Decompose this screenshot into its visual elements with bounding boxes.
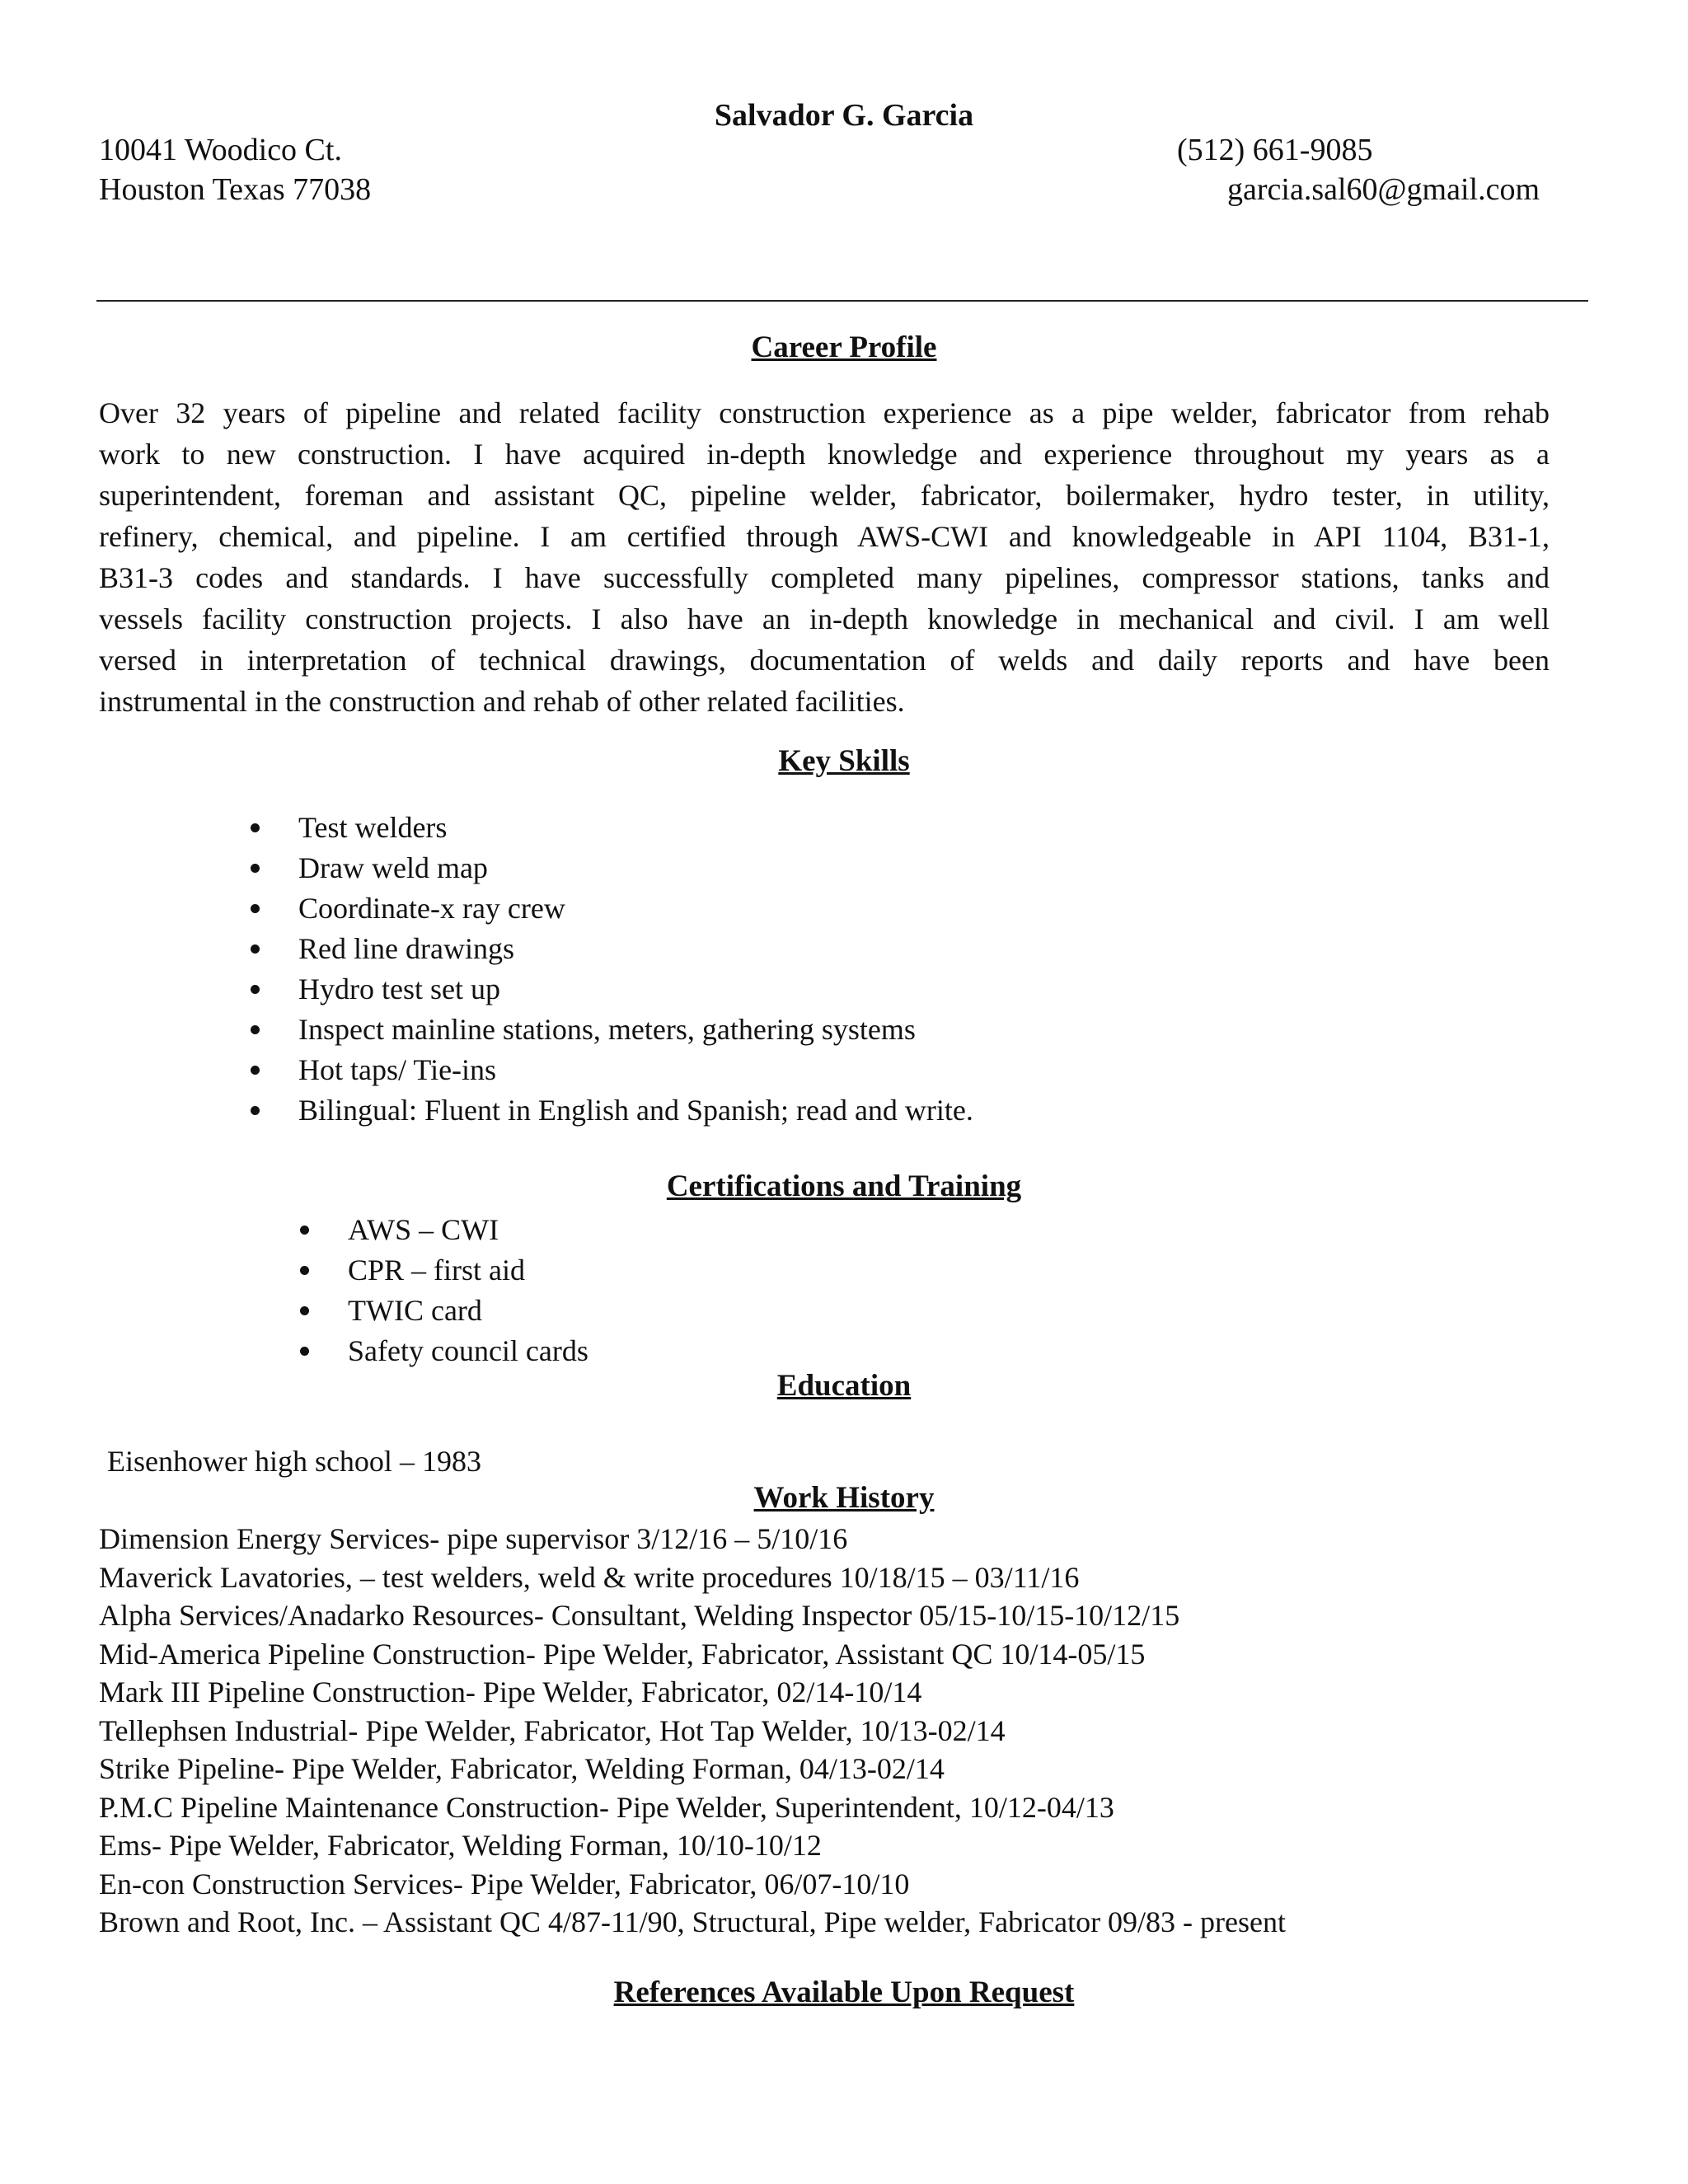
bullet-icon bbox=[251, 985, 260, 994]
education-heading: Education bbox=[776, 1369, 912, 1403]
list-item: Tellephsen Industrial- Pipe Welder, Fabricator, Hot Tap Welder, 10/13-02/14 bbox=[99, 1713, 1006, 1747]
list-item: Alpha Services/Anadarko Resources- Consultant, Welding Inspector 05/15-10/15-10/12/15 bbox=[99, 1599, 1180, 1632]
profile-line: work to new construction. I have acquired in-depth knowledge and experience throughout my years as a bbox=[99, 438, 1550, 471]
skill-text: Hydro test set up bbox=[298, 972, 500, 1005]
bullet-icon bbox=[251, 864, 260, 873]
certification-text: TWIC card bbox=[348, 1294, 482, 1327]
list-item: Strike Pipeline- Pipe Welder, Fabricator, Welding Forman, 04/13-02/14 bbox=[99, 1752, 945, 1785]
list-item bbox=[298, 1050, 973, 1090]
references-note: References Available Upon Request bbox=[613, 1975, 1075, 2009]
bullet-icon bbox=[300, 1347, 309, 1356]
bullet-icon bbox=[251, 823, 260, 832]
skill-text: Hot taps/ Tie-ins bbox=[298, 1053, 497, 1086]
profile-line: Over 32 years of pipeline and related facility construction experience as a pipe welder, fabricator from rehab bbox=[99, 396, 1550, 429]
list-item: Mark III Pipeline Construction- Pipe Welder, Fabricator, 02/14-10/14 bbox=[99, 1675, 922, 1708]
bullet-icon bbox=[300, 1226, 309, 1235]
skill-text: Coordinate-x ray crew bbox=[298, 892, 565, 925]
applicant-name: Salvador G. Garcia bbox=[714, 98, 974, 133]
key-skills-list bbox=[298, 808, 973, 1131]
list-item bbox=[298, 1090, 973, 1131]
address-line-2: Houston Texas 77038 bbox=[99, 172, 372, 207]
list-item: Mid-America Pipeline Construction- Pipe Welder, Fabricator, Assistant QC 10/14-05/15 bbox=[99, 1637, 1146, 1671]
bullet-icon bbox=[300, 1266, 309, 1275]
list-item bbox=[348, 1331, 588, 1371]
list-item: Maverick Lavatories, – test welders, weld & write procedures 10/18/15 – 03/11/16 bbox=[99, 1560, 1080, 1594]
bullet-icon bbox=[251, 904, 260, 913]
bullet-icon bbox=[300, 1306, 309, 1315]
skill-text: Bilingual: Fluent in English and Spanish; read and write. bbox=[298, 1094, 973, 1127]
work-history-list bbox=[99, 1520, 1286, 1942]
profile-line: versed in interpretation of technical drawings, documentation of welds and daily reports and have been bbox=[99, 644, 1550, 677]
profile-line: superintendent, foreman and assistant QC, pipeline welder, fabricator, boilermaker, hydro tester, in utility, bbox=[99, 479, 1550, 512]
list-item bbox=[348, 1291, 588, 1331]
certifications-list bbox=[348, 1210, 588, 1371]
list-item bbox=[298, 969, 973, 1010]
profile-line: B31-3 codes and standards. I have successfully completed many pipelines, compressor stations, tanks and bbox=[99, 561, 1550, 594]
education-entry: Eisenhower high school – 1983 bbox=[107, 1445, 481, 1478]
list-item bbox=[298, 1010, 973, 1050]
career-profile-heading: Career Profile bbox=[751, 330, 937, 364]
email-address: garcia.sal60@gmail.com bbox=[1227, 172, 1540, 207]
list-item: P.M.C Pipeline Maintenance Construction- Pipe Welder, Superintendent, 10/12-04/13 bbox=[99, 1790, 1114, 1824]
bullet-icon bbox=[251, 944, 260, 954]
skill-text: Inspect mainline stations, meters, gathering systems bbox=[298, 1013, 916, 1046]
profile-line: vessels facility construction projects. I also have an in-depth knowledge in mechanical and civil. I am well bbox=[99, 602, 1550, 635]
work-history-heading: Work History bbox=[753, 1481, 935, 1515]
certification-text: AWS – CWI bbox=[348, 1213, 499, 1246]
bullet-icon bbox=[251, 1106, 260, 1115]
certification-text: Safety council cards bbox=[348, 1334, 588, 1367]
list-item bbox=[348, 1250, 588, 1291]
list-item: Dimension Energy Services- pipe supervisor 3/12/16 – 5/10/16 bbox=[99, 1522, 848, 1555]
key-skills-heading: Key Skills bbox=[778, 744, 910, 778]
certification-text: CPR – first aid bbox=[348, 1254, 526, 1286]
profile-line: refinery, chemical, and pipeline. I am certified through AWS-CWI and knowledgeable in API 1104, B31-1, bbox=[99, 520, 1550, 553]
list-item: Ems- Pipe Welder, Fabricator, Welding Forman, 10/10-10/12 bbox=[99, 1829, 822, 1862]
list-item: Brown and Root, Inc. – Assistant QC 4/87-11/90, Structural, Pipe welder, Fabricator 09/83 - present bbox=[99, 1905, 1286, 1938]
list-item bbox=[298, 888, 973, 929]
skill-text: Draw weld map bbox=[298, 851, 488, 884]
phone-number: (512) 661-9085 bbox=[1177, 133, 1373, 167]
bullet-icon bbox=[251, 1066, 260, 1075]
skill-text: Red line drawings bbox=[298, 932, 514, 965]
header-divider bbox=[96, 300, 1588, 302]
address-line-1: 10041 Woodico Ct. bbox=[99, 133, 342, 167]
list-item bbox=[298, 808, 973, 848]
career-profile-paragraph bbox=[99, 392, 1550, 722]
list-item bbox=[298, 848, 973, 888]
bullet-icon bbox=[251, 1025, 260, 1034]
list-item: En-con Construction Services- Pipe Welder, Fabricator, 06/07-10/10 bbox=[99, 1867, 910, 1900]
list-item bbox=[298, 929, 973, 969]
certifications-heading: Certifications and Training bbox=[666, 1169, 1022, 1203]
profile-line: instrumental in the construction and rehab of other related facilities. bbox=[99, 685, 905, 718]
list-item bbox=[348, 1210, 588, 1250]
skill-text: Test welders bbox=[298, 811, 448, 844]
